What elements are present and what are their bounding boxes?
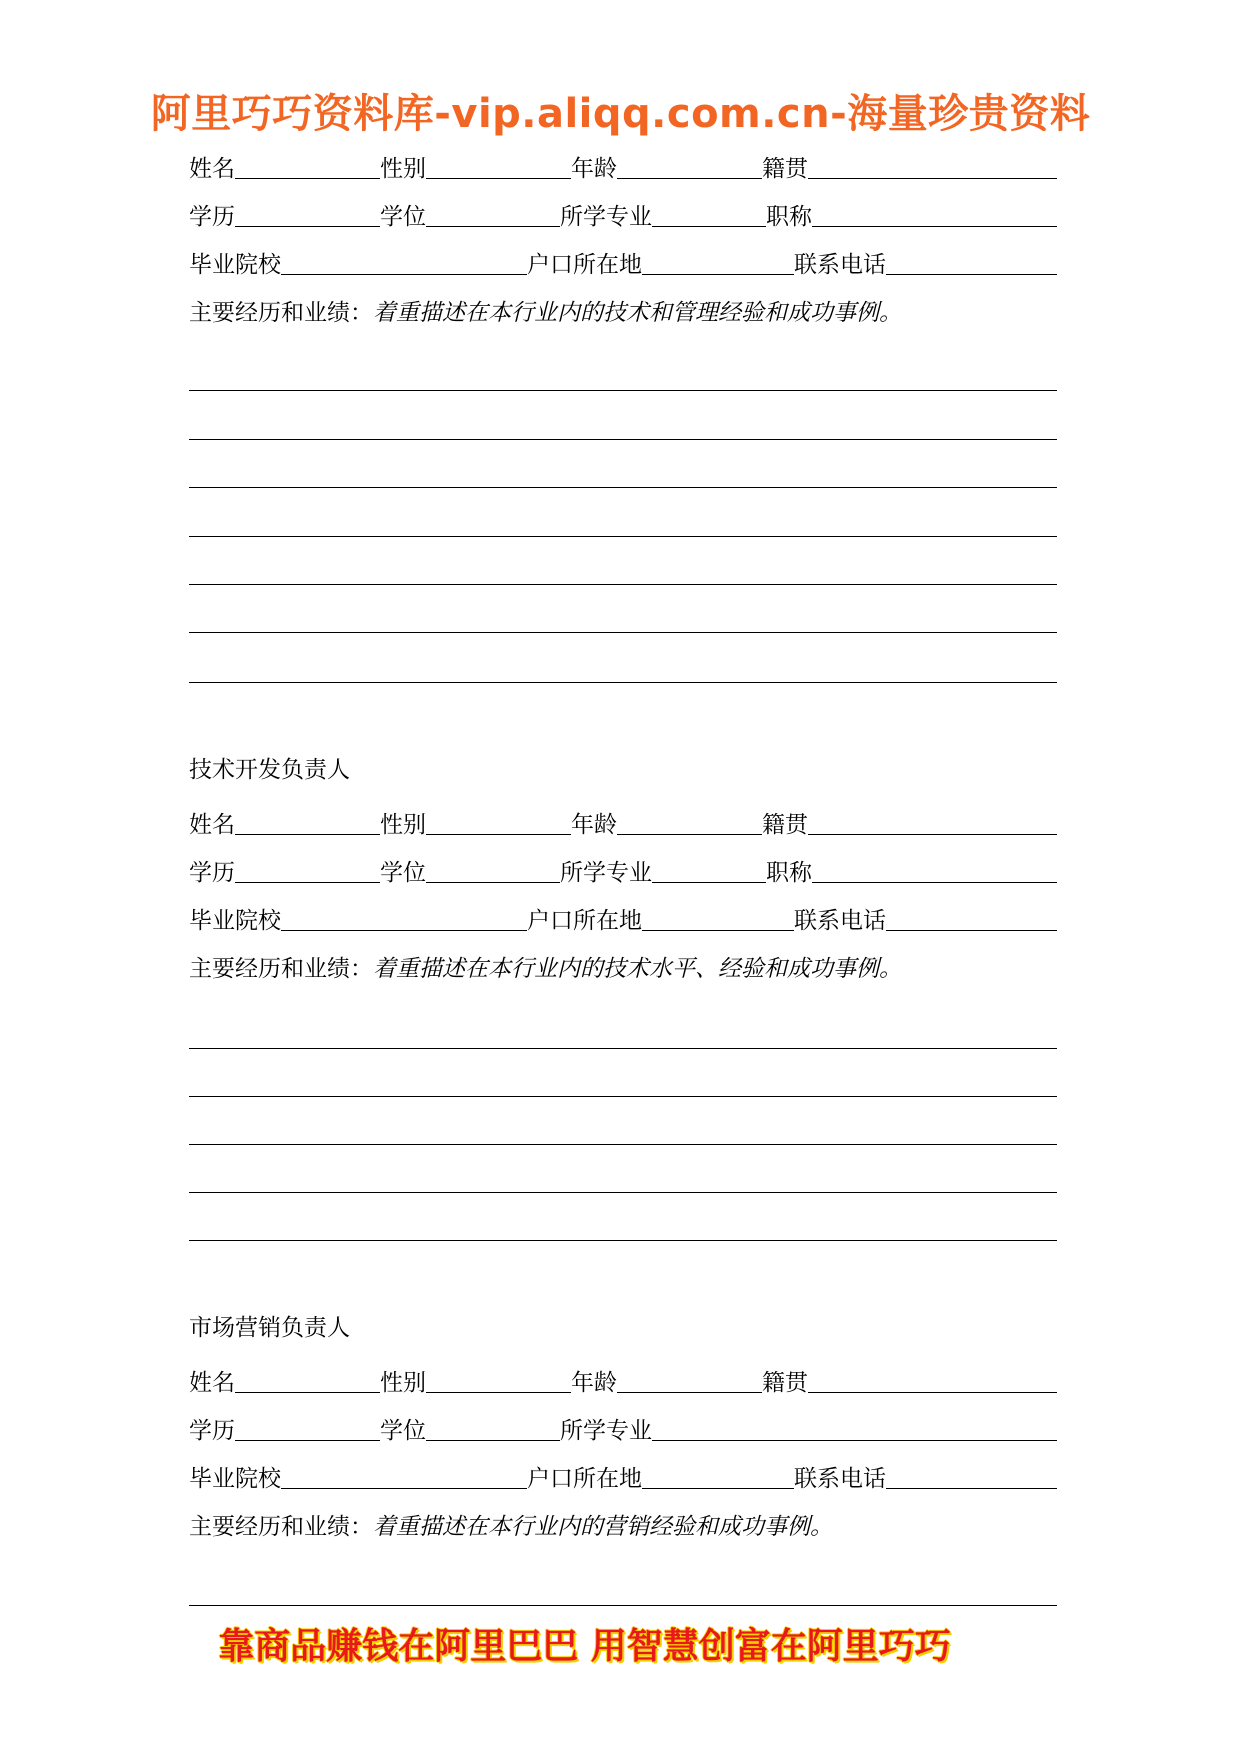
degree-field[interactable] xyxy=(426,854,560,883)
residence-label: 户口所在地 xyxy=(527,908,642,934)
school-field[interactable] xyxy=(281,1460,527,1489)
major-field[interactable] xyxy=(652,854,766,883)
experience-prompt xyxy=(189,1506,1057,1542)
experience-label: 主要经历和业绩： xyxy=(189,956,373,982)
job-title-label: 职称 xyxy=(766,860,812,886)
answer-line[interactable] xyxy=(189,390,1057,391)
phone-field[interactable] xyxy=(886,246,1057,275)
degree-label: 学位 xyxy=(380,860,426,886)
answer-line[interactable] xyxy=(189,632,1057,633)
age-field[interactable] xyxy=(617,1364,762,1393)
gender-field[interactable] xyxy=(426,806,571,835)
job-title-label: 职称 xyxy=(766,204,812,230)
education-label: 学历 xyxy=(189,204,235,230)
name-label: 姓名 xyxy=(189,812,235,838)
residence-field[interactable] xyxy=(642,1460,794,1489)
personal-info-row-1 xyxy=(189,148,1057,184)
school-field[interactable] xyxy=(281,902,527,931)
personal-info-row-3 xyxy=(189,1458,1057,1494)
education-field[interactable] xyxy=(235,198,380,227)
residence-field[interactable] xyxy=(642,902,794,931)
age-field[interactable] xyxy=(617,806,762,835)
personal-info-row-2 xyxy=(189,852,1057,888)
experience-prompt xyxy=(189,292,1057,328)
major-label: 所学专业 xyxy=(560,204,652,230)
name-field[interactable] xyxy=(235,150,380,179)
job-title-field[interactable] xyxy=(812,198,1057,227)
name-field[interactable] xyxy=(235,1364,380,1393)
native-place-label: 籍贯 xyxy=(762,156,808,182)
experience-hint: 着重描述在本行业内的营销经验和成功事例。 xyxy=(373,1514,833,1540)
age-label: 年龄 xyxy=(571,156,617,182)
native-place-field[interactable] xyxy=(808,1364,1057,1393)
degree-field[interactable] xyxy=(426,1412,560,1441)
gender-label: 性别 xyxy=(380,156,426,182)
experience-label: 主要经历和业绩： xyxy=(189,300,373,326)
gender-label: 性别 xyxy=(380,812,426,838)
answer-line[interactable] xyxy=(189,1192,1057,1193)
answer-line[interactable] xyxy=(189,1240,1057,1241)
answer-line[interactable] xyxy=(189,584,1057,585)
native-place-label: 籍贯 xyxy=(762,812,808,838)
gender-field[interactable] xyxy=(426,150,571,179)
section-heading-tech: 技术开发负责人 xyxy=(189,757,350,783)
gender-label: 性别 xyxy=(380,1370,426,1396)
school-field[interactable] xyxy=(281,246,527,275)
degree-field[interactable] xyxy=(426,198,560,227)
age-field[interactable] xyxy=(617,150,762,179)
footer-watermark-banner: 靠商品赚钱在阿里巴巴 用智慧创富在阿里巧巧 xyxy=(218,1626,951,1667)
phone-field[interactable] xyxy=(886,1460,1057,1489)
answer-line[interactable] xyxy=(189,1048,1057,1049)
experience-hint: 着重描述在本行业内的技术水平、经验和成功事例。 xyxy=(373,956,902,982)
native-place-label: 籍贯 xyxy=(762,1370,808,1396)
residence-label: 户口所在地 xyxy=(527,252,642,278)
major-label: 所学专业 xyxy=(560,860,652,886)
major-field[interactable] xyxy=(652,198,766,227)
gender-field[interactable] xyxy=(426,1364,571,1393)
native-place-field[interactable] xyxy=(808,806,1057,835)
phone-label: 联系电话 xyxy=(794,908,886,934)
education-label: 学历 xyxy=(189,1418,235,1444)
age-label: 年龄 xyxy=(571,1370,617,1396)
phone-label: 联系电话 xyxy=(794,1466,886,1492)
education-label: 学历 xyxy=(189,860,235,886)
major-field[interactable] xyxy=(652,1412,1057,1441)
answer-line[interactable] xyxy=(189,1605,1057,1606)
school-label: 毕业院校 xyxy=(189,1466,281,1492)
residence-field[interactable] xyxy=(642,246,794,275)
name-label: 姓名 xyxy=(189,156,235,182)
native-place-field[interactable] xyxy=(808,150,1057,179)
personal-info-row-3 xyxy=(189,244,1057,280)
school-label: 毕业院校 xyxy=(189,252,281,278)
personal-info-row-1 xyxy=(189,804,1057,840)
experience-hint: 着重描述在本行业内的技术和管理经验和成功事例。 xyxy=(373,300,902,326)
header-watermark-banner: 阿里巧巧资料库-vip.aliqq.com.cn-海量珍贵资料 xyxy=(150,91,1091,137)
residence-label: 户口所在地 xyxy=(527,1466,642,1492)
experience-label: 主要经历和业绩： xyxy=(189,1514,373,1540)
education-field[interactable] xyxy=(235,854,380,883)
personal-info-row-2 xyxy=(189,196,1057,232)
answer-line[interactable] xyxy=(189,1096,1057,1097)
answer-line[interactable] xyxy=(189,682,1057,683)
major-label: 所学专业 xyxy=(560,1418,652,1444)
age-label: 年龄 xyxy=(571,812,617,838)
personal-info-row-1 xyxy=(189,1362,1057,1398)
personal-info-row-2 xyxy=(189,1410,1057,1446)
answer-line[interactable] xyxy=(189,487,1057,488)
personal-info-row-3 xyxy=(189,900,1057,936)
education-field[interactable] xyxy=(235,1412,380,1441)
section-heading-marketing: 市场营销负责人 xyxy=(189,1315,350,1341)
degree-label: 学位 xyxy=(380,204,426,230)
experience-prompt xyxy=(189,948,1057,984)
answer-line[interactable] xyxy=(189,536,1057,537)
school-label: 毕业院校 xyxy=(189,908,281,934)
answer-line[interactable] xyxy=(189,1144,1057,1145)
name-field[interactable] xyxy=(235,806,380,835)
name-label: 姓名 xyxy=(189,1370,235,1396)
job-title-field[interactable] xyxy=(812,854,1057,883)
degree-label: 学位 xyxy=(380,1418,426,1444)
phone-field[interactable] xyxy=(886,902,1057,931)
answer-line[interactable] xyxy=(189,439,1057,440)
phone-label: 联系电话 xyxy=(794,252,886,278)
